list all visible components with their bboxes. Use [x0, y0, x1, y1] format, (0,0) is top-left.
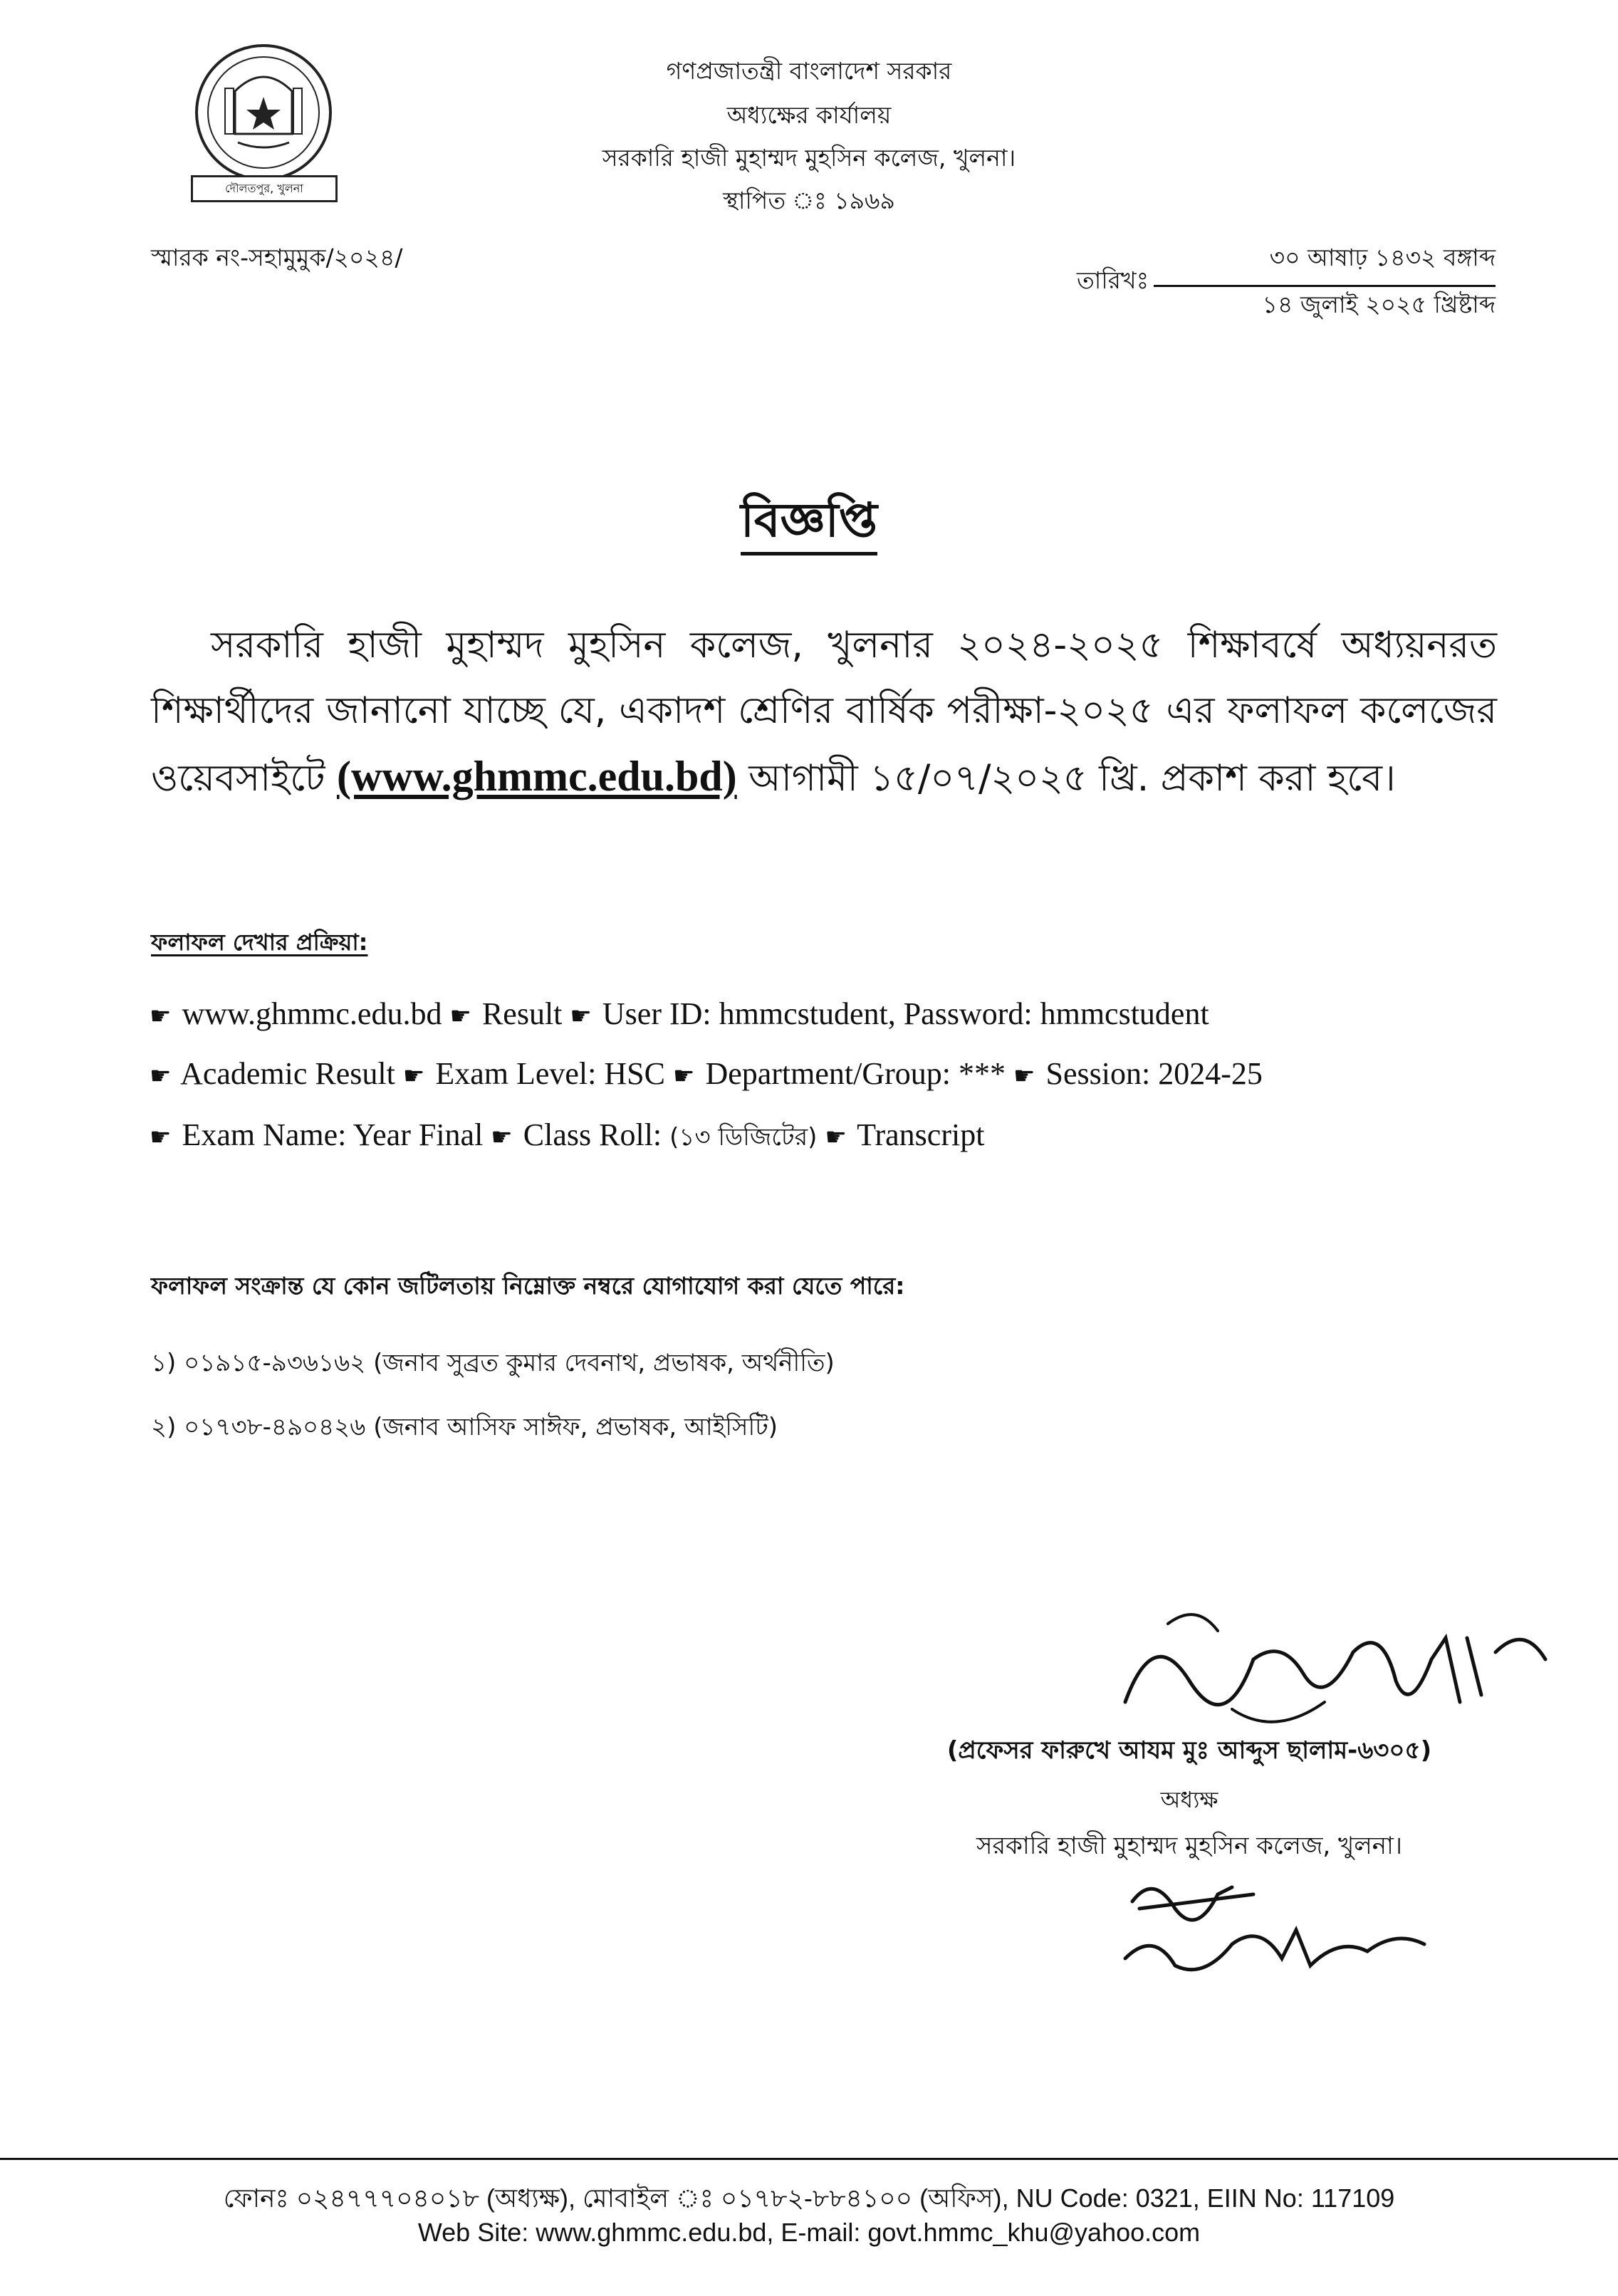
step-department: Department/Group: *** — [705, 1056, 1006, 1091]
logo-label: দৌলতপুর, খুলনা — [191, 175, 338, 202]
notice-body — [151, 612, 1497, 811]
signer-name: (প্রফেসর ফারুখে আযম মুঃ আব্দুস ছালাম-৬৩০৫) — [946, 1736, 1432, 1765]
body-part1: সরকারি হাজী মুহাম্মদ মুহসিন কলেজ, খুলনার ২০২৪-২০২৫ শিক্ষাবর্ষে অধ্যয়নরত শিক্ষার্থীদের জানানো যাচ্ছে যে, একাদশ শ্রেণির বার্ষিক পরীক্ষা-২০২৫ এর ফলাফল কলেজের ওয়েবসাইটে — [151, 624, 1497, 800]
pointing-hand-icon: ☛ — [449, 1003, 471, 1030]
website-link[interactable]: (www.ghmmc.edu.bd) — [336, 753, 737, 800]
memo-number: স্মারক নং-সহামুমুক/২০২৪/ — [151, 244, 403, 271]
footer-divider — [0, 2158, 1618, 2160]
body-part2: আগামী ১৫/০৭/২০২৫ খ্রি. প্রকাশ করা হবে। — [748, 757, 1396, 800]
signer-role: অধ্যক্ষ — [1160, 1786, 1218, 1813]
contact-title: ফলাফল সংক্রান্ত যে কোন জটিলতায় নিম্নোক্ত নম্বরে যোগাযোগ করা যেতে পারে: — [151, 1272, 905, 1300]
contact-item: ১) ০১৯১৫-৯৩৬১৬২ (জনাব সুব্রত কুমার দেবনাথ, প্রভাষক, অর্থনীতি) — [151, 1349, 835, 1377]
step-website: www.ghmmc.edu.bd — [182, 996, 442, 1031]
date-bengali: ৩০ আষাঢ় ১৪৩২ বঙ্গাব্দ — [1154, 239, 1496, 287]
step-academic-result: Academic Result — [180, 1056, 395, 1091]
step-credentials: User ID: hmmcstudent, Password: hmmcstudent — [602, 996, 1209, 1031]
step-session: Session: 2024-25 — [1045, 1056, 1263, 1091]
signer-college: সরকারি হাজী মুহাম্মদ মুহসিন কলেজ, খুলনা। — [976, 1832, 1403, 1860]
pointing-hand-icon: ☛ — [825, 1124, 847, 1151]
footer-contact: ফোনঃ ০২৪৭৭৭০৪০১৮ (অধ্যক্ষ), মোবাইল ঃ ০১৭৮২-৮৮৪১০০ (অফিস), NU Code: 0321, EIIN No: 117109 — [223, 2183, 1395, 2213]
header-established: স্থাপিত ঃ ১৯৬৯ — [723, 187, 895, 214]
step-transcript: Transcript — [857, 1117, 985, 1152]
pointing-hand-icon: ☛ — [672, 1063, 695, 1090]
step-exam-name: Exam Name: Year Final — [182, 1117, 484, 1152]
pointing-hand-icon: ☛ — [150, 1003, 172, 1030]
procedure-line-2 — [150, 1055, 1263, 1092]
initials-signature — [1111, 1866, 1453, 1987]
pointing-hand-icon: ☛ — [570, 1003, 592, 1030]
step-exam-level: Exam Level: HSC — [435, 1056, 665, 1091]
header-college: সরকারি হাজী মুহাম্মদ মুহসিন কলেজ, খুলনা। — [602, 144, 1016, 172]
pointing-hand-icon: ☛ — [491, 1124, 513, 1151]
pointing-hand-icon: ☛ — [150, 1124, 172, 1151]
notice-title-text: বিজ্ঞপ্তি — [741, 493, 877, 555]
header-office: অধ্যক্ষের কার্যালয় — [726, 101, 892, 129]
pointing-hand-icon: ☛ — [150, 1063, 172, 1090]
contact-item: ২) ০১৭৩৮-৪৯০৪২৬ (জনাব আসিফ সাঈফ, প্রভাষক, আইসিটি) — [151, 1413, 778, 1441]
class-roll-note: (১৩ ডিজিটের) — [669, 1123, 818, 1152]
procedure-title: ফলাফল দেখার প্রক্রিয়া: — [151, 929, 368, 956]
notice-title — [0, 484, 1618, 563]
principal-signature — [1111, 1595, 1567, 1752]
date-gregorian: ১৪ জুলাই ২০২৫ খ্রিষ্টাব্দ — [1262, 291, 1496, 318]
pointing-hand-icon: ☛ — [1013, 1063, 1035, 1090]
step-result: Result — [481, 996, 563, 1031]
step-class-roll: Class Roll: — [523, 1117, 662, 1152]
footer-web: Web Site: www.ghmmc.edu.bd, E-mail: govt.hmmc_khu@yahoo.com — [417, 2218, 1201, 2247]
pointing-hand-icon: ☛ — [402, 1063, 425, 1090]
date-label: তারিখঃ — [1077, 266, 1149, 294]
header-government: গণপ্রজাতন্ত্রী বাংলাদেশ সরকার — [666, 57, 952, 85]
procedure-line-3 — [150, 1117, 984, 1159]
procedure-line-1 — [150, 996, 1209, 1032]
